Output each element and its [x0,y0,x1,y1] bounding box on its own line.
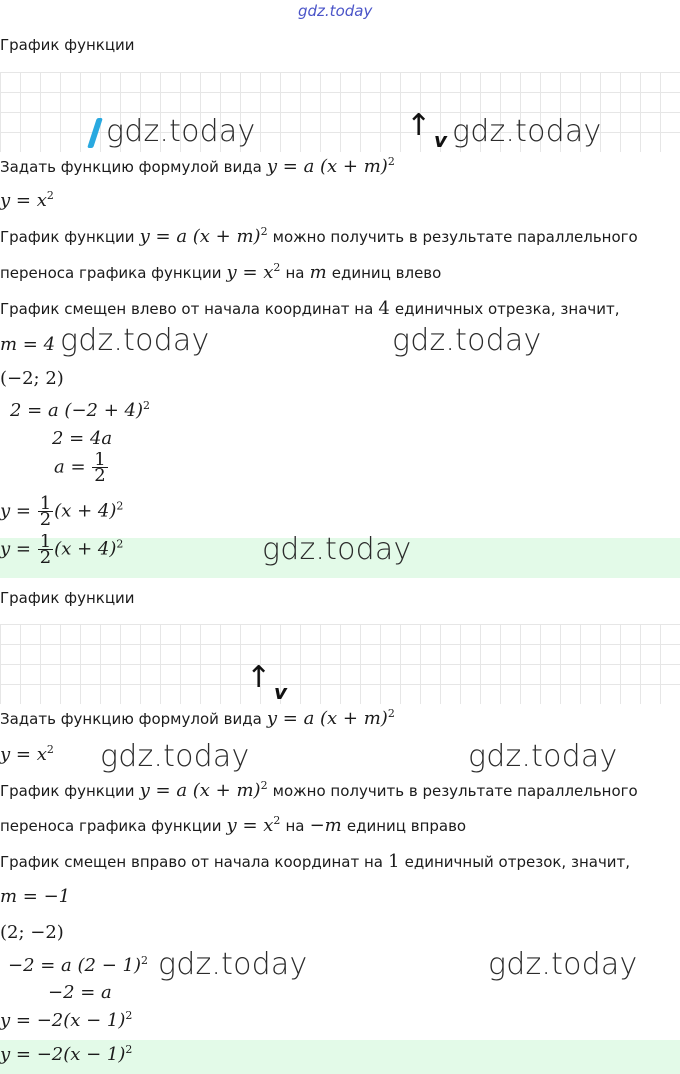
exponent: 2 [46,189,54,202]
shift-line-1 [0,226,638,247]
offset-value: 4 [378,298,390,319]
point: (2; −2) [0,922,64,943]
equation-text: a = [54,456,86,478]
shift-symbol: −m [309,815,342,836]
point: (−2; 2) [0,368,64,389]
base-formula [0,190,54,211]
final-text: y = −2(x − 1) [0,1044,126,1065]
section-heading: График функции [0,36,135,54]
shift-symbol: m [309,262,327,283]
watermark: gdz.today [452,114,602,149]
offset-text: График смещен вправо от начала координат на [0,853,383,871]
shift-text: единиц вправо [346,817,467,835]
fraction-numerator: 1 [39,534,52,552]
watermark: gdz.today [392,323,542,358]
exponent: 2 [260,779,268,792]
result-formula [0,493,124,530]
intro-line [0,156,395,177]
shift-formula: y = x [226,262,274,283]
shift-formula: y = a (x + m) [139,780,261,801]
equation-3 [54,452,109,496]
grid-mark: v [434,128,448,152]
watermark: gdz.today [468,739,618,774]
watermark: gdz.today [106,114,256,149]
shift-text: на [285,264,305,282]
shift-text: на [285,817,305,835]
offset-line [0,298,620,319]
equation-text: −2 = a (2 − 1) [8,955,141,976]
intro-line [0,708,395,729]
up-arrow-icon: ↑ [246,660,272,695]
base-formula-text: y = x [0,190,47,211]
shift-formula: y = a (x + m) [139,226,261,247]
watermark: gdz.today [60,323,210,358]
result-text: y = [0,500,31,522]
shift-text: График функции [0,228,135,246]
graph-grid [0,624,680,704]
shift-text: переноса графика функции [0,817,222,835]
general-formula: y = a (x + m) [266,708,388,729]
exponent: 2 [46,743,54,756]
shift-formula: y = x [226,815,274,836]
exponent: 2 [143,399,150,412]
m-value-text: m = 4 [0,334,56,355]
shift-text: единиц влево [331,264,442,282]
exponent: 2 [273,814,281,827]
fraction-denominator: 2 [39,509,52,530]
equation-text: 2 = a (−2 + 4) [10,400,143,421]
shift-text: переноса графика функции [0,264,222,282]
result-formula [0,1010,132,1031]
intro-text: Задать функцию формулой вида [0,158,262,176]
up-arrow-icon: ↑ [406,108,432,143]
offset-text: единичный отрезок, значит, [404,853,631,871]
exponent: 2 [116,537,124,551]
exponent: 2 [116,499,124,513]
fraction-numerator: 1 [39,493,52,514]
final-text: y = [0,538,31,560]
exponent: 2 [273,261,281,274]
final-text: (x + 4) [54,538,117,560]
fraction-numerator: 1 [94,452,106,470]
exponent: 2 [141,954,148,967]
equation-text: −2 = a [48,982,112,1003]
shift-text: График функции [0,782,135,800]
watermark: gdz.today [262,532,412,567]
offset-line [0,851,630,872]
watermark: gdz.today [488,947,638,982]
general-formula: y = a (x + m) [266,156,388,177]
equation-1 [10,400,150,421]
base-formula [0,744,54,765]
equation-2 [48,982,112,1003]
exponent: 2 [260,225,268,238]
final-answer [0,1044,132,1065]
equation-text: 2 = 4a [52,428,113,449]
watermark: gdz.today [100,739,250,774]
offset-value: 1 [388,851,400,872]
result-text: (x + 4) [54,500,117,522]
exponent: 2 [125,1009,133,1022]
watermark: gdz.today [158,947,308,982]
m-value-text: m = −1 [0,886,71,907]
shift-line-2 [0,815,466,836]
equation-2 [52,428,112,449]
base-formula-text: y = x [0,744,47,765]
m-value [0,334,55,355]
final-answer [0,534,123,578]
site-watermark: gdz.today [298,2,373,20]
exponent: 2 [387,155,395,168]
shift-line-2 [0,262,441,283]
m-value [0,886,70,907]
fraction-denominator: 2 [39,547,52,568]
shift-text: можно получить в результате параллельного [272,782,638,800]
fraction-denominator: 2 [94,465,106,486]
shift-text: можно получить в результате параллельного [272,228,638,246]
intro-text: Задать функцию формулой вида [0,710,262,728]
exponent: 2 [125,1043,133,1056]
section-heading: График функции [0,589,135,607]
offset-text: единичных отрезка, значит, [394,300,620,318]
grid-mark: v [274,680,288,704]
exponent: 2 [387,707,395,720]
shift-line-1 [0,780,638,801]
result-text: y = −2(x − 1) [0,1010,126,1031]
offset-text: График смещен влево от начала координат на [0,300,374,318]
equation-1 [8,955,148,976]
